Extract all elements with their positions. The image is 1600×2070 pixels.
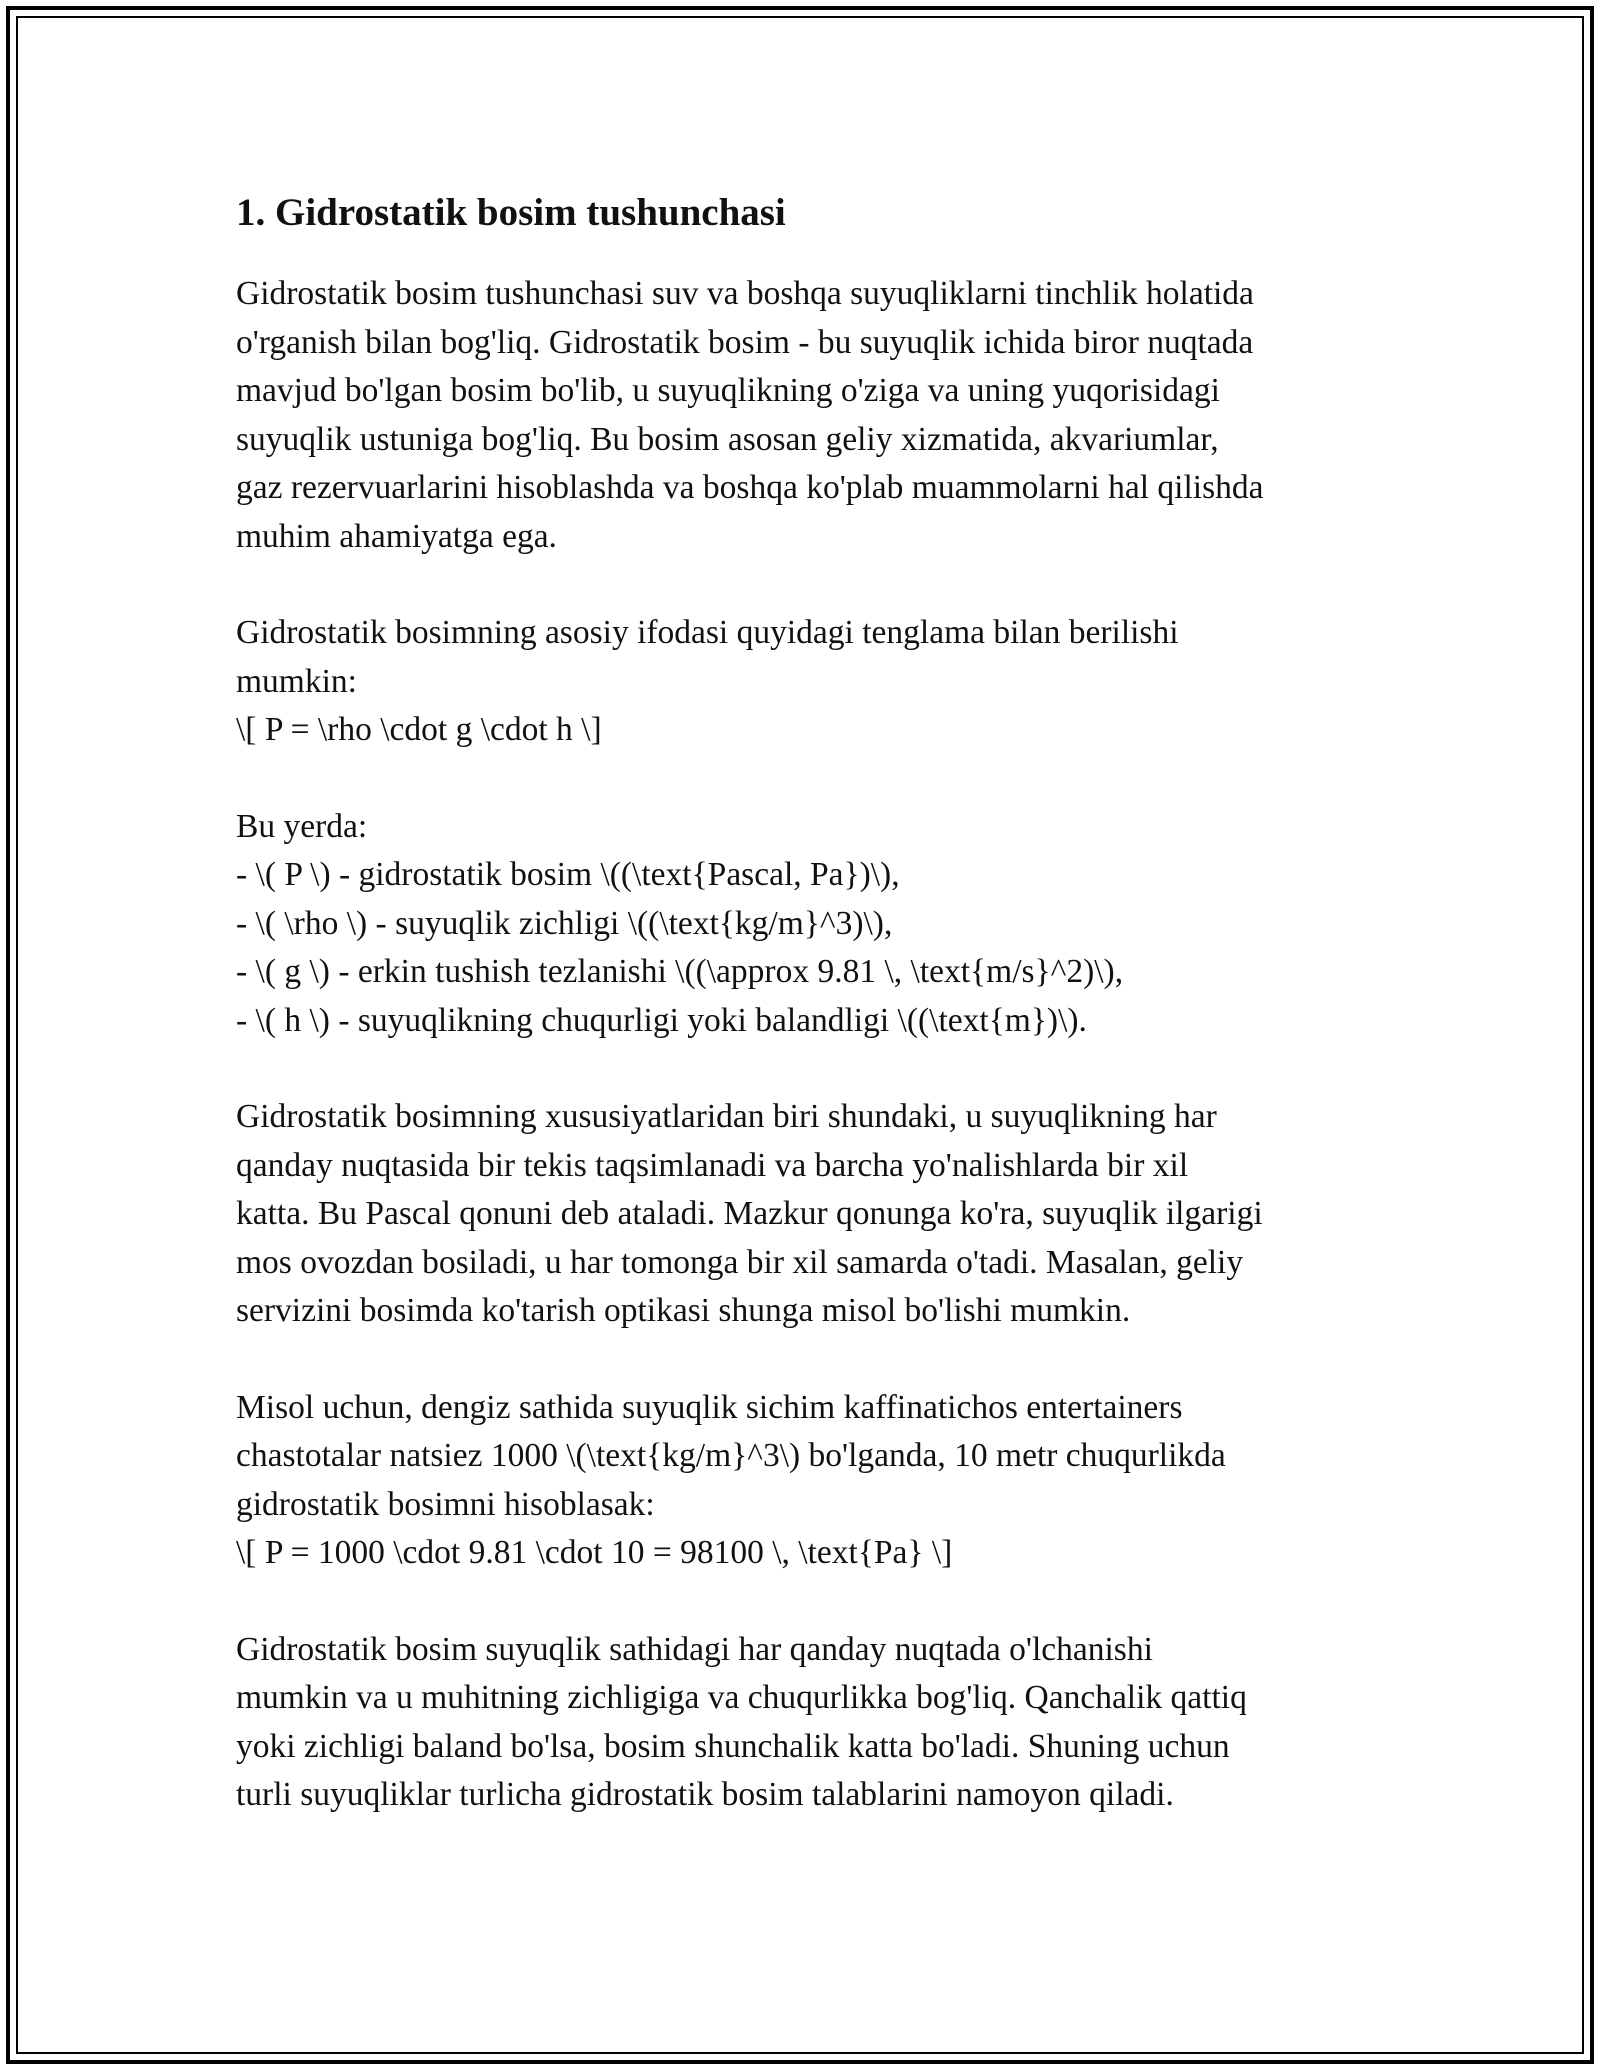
text-line: mavjud bo'lgan bosim bo'lib, u suyuqlikning o'ziga va uning yuqorisidagi	[236, 372, 1220, 409]
paragraph	[236, 1626, 1366, 1820]
text-line: Gidrostatik bosim tushunchasi suv va boshqa suyuqliklarni tinchlik holatida	[236, 275, 1254, 312]
text-line: chastotalar natsiez 1000 \(\text{kg/m}^3\) bo'lganda, 10 metr chuqurlikda	[236, 1437, 1226, 1474]
text-line: Gidrostatik bosimning asosiy ifodasi quyidagi tenglama bilan berilishi	[236, 614, 1179, 651]
document-body	[236, 186, 1366, 1868]
text-line: mumkin:	[236, 662, 357, 700]
text-line: gidrostatik bosimni hisoblasak:	[236, 1485, 655, 1523]
text-line: - \( \rho \) - suyuqlik zichligi \((\text{kg/m}^3)\),	[236, 904, 893, 942]
text-line: servizini bosimda ko'tarish optikasi shunga misol bo'lishi mumkin.	[236, 1292, 1131, 1329]
text-line: suyuqlik ustuniga bog'liq. Bu bosim asosan geliy xizmatida, akvariumlar,	[236, 420, 1219, 458]
text-line: Gidrostatik bosimning xususiyatlaridan biri shundaki, u suyuqlikning har	[236, 1098, 1217, 1135]
paragraph	[236, 803, 1366, 1046]
text-line: Misol uchun, dengiz sathida suyuqlik sichim kaffinatichos entertainers	[236, 1388, 1183, 1426]
paragraph	[236, 609, 1366, 755]
text-line: - \( P \) - gidrostatik bosim \((\text{Pascal, Pa})\),	[236, 856, 900, 893]
paragraphs-container	[236, 270, 1366, 1820]
text-line: turli suyuqliklar turlicha gidrostatik bosim talablarini namoyon qiladi.	[236, 1776, 1174, 1813]
text-line: \[ P = \rho \cdot g \cdot h \]	[236, 711, 602, 748]
text-line: muhim ahamiyatga ega.	[236, 517, 557, 555]
text-line: katta. Bu Pascal qonuni deb ataladi. Mazkur qonunga ko'ra, suyuqlik ilgarigi	[236, 1195, 1263, 1232]
text-line: - \( h \) - suyuqlikning chuqurligi yoki balandligi \((\text{m})\).	[236, 1001, 1087, 1039]
text-line: - \( g \) - erkin tushish tezlanishi \((\approx 9.81 \, \text{m/s}^2)\),	[236, 953, 1124, 990]
text-line: \[ P = 1000 \cdot 9.81 \cdot 10 = 98100 \, \text{Pa} \]	[236, 1534, 953, 1571]
text-line: Gidrostatik bosim suyuqlik sathidagi har qanday nuqtada o'lchanishi	[236, 1630, 1153, 1668]
text-line: mos ovozdan bosiladi, u har tomonga bir xil samarda o'tadi. Masalan, geliy	[236, 1243, 1244, 1281]
text-line: yoki zichligi baland bo'lsa, bosim shunchalik katta bo'ladi. Shuning uchun	[236, 1727, 1230, 1765]
section-heading: 1. Gidrostatik bosim tushunchasi	[236, 191, 786, 234]
text-line: Bu yerda:	[236, 807, 368, 845]
paragraph	[236, 1093, 1366, 1336]
text-line: qanday nuqtasida bir tekis taqsimlanadi va barcha yo'nalishlarda bir xil	[236, 1146, 1189, 1184]
text-line: o'rganish bilan bog'liq. Gidrostatik bosim - bu suyuqlik ichida biror nuqtada	[236, 323, 1254, 361]
paragraph	[236, 1384, 1366, 1578]
paragraph	[236, 270, 1366, 561]
text-line: gaz rezervuarlarini hisoblashda va boshqa ko'plab muammolarni hal qilishda	[236, 469, 1264, 506]
text-line: mumkin va u muhitning zichligiga va chuqurlikka bog'liq. Qanchalik qattiq	[236, 1679, 1247, 1716]
